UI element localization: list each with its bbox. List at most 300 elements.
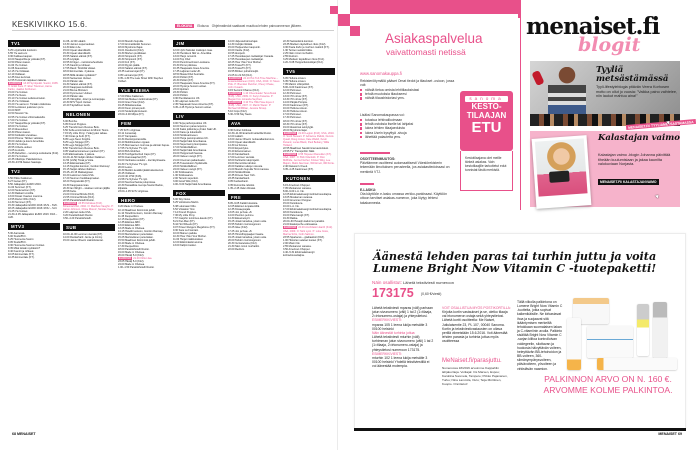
movie-listing <box>228 77 280 89</box>
legend-note: Ohjelmatiedot saattavat muuttua lehden painoonmenon jälkeen. <box>211 24 302 28</box>
program-text: 16.20 Ladonnen Iusta USA. <box>63 174 95 178</box>
program-text: 14.00 Ruokarharit: Jamie ja Jimmy. <box>63 235 103 239</box>
program-text: 15.50 Maailman lisinimmät jahdit. <box>118 238 156 242</box>
program-text: 14.00 Upeat skandikodit. <box>228 140 257 144</box>
badge-note: Kestotilaajana olet meille tärkeä asiakas. Vain kestotilaajille tarkoitetut edut tunnistat tästä merkistä. <box>460 151 513 191</box>
program-text: 0.30 Paula Zahn ja murhien mattinli (KT). <box>283 46 330 50</box>
program-text: 20.30 Yle Uutiset. <box>8 142 29 146</box>
program-text: 21.25 Yle Uutiset. <box>8 210 29 214</box>
program-text: 18.30 Pilvien kasvo. <box>8 130 31 134</box>
program-text: 0.55 Hopeset Rauvullen (K7). USA, 2007. O: Bob Odenkirk. P: Don McBride, Jenna Fischer, Kristen Wiig, Lee Majors, Malin Akerman, Will Arnett, Will Forte. <box>283 153 335 166</box>
program-text: 8.05 Lego Nexo Knights. <box>63 137 91 141</box>
program-text: 4.20–5.08 Huippurikostutkijat (K12). <box>283 61 324 65</box>
program-text: 18.00 Kuitokuura. <box>283 211 303 215</box>
program-text: 1.30 Teinien seksikrinikka. <box>283 49 313 53</box>
program-text: 0.05 Lainvarvojat (KT). <box>118 73 144 77</box>
program-text: 11.00 Summeri (KT). <box>8 185 32 189</box>
how-to-participate <box>372 280 454 285</box>
previous-winners: Numerossa 18/2016 arvoimme Kappahlin lahjakortteja. Voittajat: Iris Marsen, Espoo; Karoliina Suomela, Tampere; Pirkko Pajananen, Turku; Nina Lammila, Oulu; Teija Mörttinen, Kuopio. Onnittelut! <box>442 366 508 386</box>
contest-url-link[interactable]: MeNaiset.fi/parasjuttu. <box>442 358 502 364</box>
program-text: 15.00 Enpeinlytus. <box>228 146 249 150</box>
program-text: 9.30 Sara La Fountain. <box>173 228 199 232</box>
program-text: 1.00 Sinkkuaarva. <box>173 170 194 174</box>
program-text: 15.25 Meristelänen peiteriakan. <box>118 235 154 239</box>
program-text: 12.00 Jyrki Sukulan matkojen maa. <box>173 48 213 52</box>
sms-price: (0,60 €/viesti) <box>421 292 442 296</box>
page-folio: MENAISET 69 <box>658 432 682 436</box>
accent-bar <box>518 0 521 18</box>
program-text: 6.15 American Chopper. <box>283 183 311 187</box>
program-text: 1.30 Laljonan tuola UK. <box>173 100 200 104</box>
elasku-heading: E-LASKU: <box>360 188 377 192</box>
program-text: 10.35 Emmerdale (KT). <box>8 256 35 260</box>
program-text: 8.00–9.00 Kadonneet (KT). <box>283 86 314 90</box>
program-text: 21.00 112 (KT). <box>118 61 136 65</box>
movie-tag: ELOKUVA <box>229 76 242 80</box>
program-text: 1.00–1.50 Paratiisihotelli Ruotsi. <box>118 266 155 270</box>
program-text: 12.05 Ehdonalaisvangit kolmiehousultajina. <box>283 192 332 196</box>
elasku-text: Ota käyttöön e-lasku omassa verkko-pankissasi. Käyttöön ottoon tarvitset asiakas-numeron, joka löytyy lehtesi takakannesta. <box>360 192 448 205</box>
program-text: 6.05 Pound Puppies. <box>63 122 87 126</box>
program-text: 17.25 Monnaemen murrusa ja elämän hapua. <box>118 144 170 148</box>
program-text: 21.30–0.05 Jalkapallon EURO 2016: FRA – ALB. <box>8 213 58 220</box>
program-listing <box>63 104 115 107</box>
program-text: 12.35 Kissaejuujala. <box>228 208 251 212</box>
blog2-panel <box>530 131 680 207</box>
program-text: 15.00 Yle Uutiset. <box>8 91 29 95</box>
legend-label: Elokuva <box>197 24 209 28</box>
blog1-link[interactable]: MENAISET.FI/ TYYLIAMETSASTAMASSA <box>626 119 696 130</box>
program-text: 6.50 Sofia ensimmäinen & Minnin Tsons. <box>63 128 109 132</box>
program-text: 18.54 Avarusaaphat (KT). <box>118 156 147 160</box>
program-text: 23.55 Kidnikas (K16). Britannia/USA, 2010. O: Matthew Vaughn. P: Aaron Johnson, Chloe Moretz, Nicolas Cage. <box>63 201 114 211</box>
program-text: 11.50 (LIVE) Tinää ja Voita. <box>63 159 94 163</box>
program-text: 4.40–5.31 Ehdonalaisvangit kolmiehousultajina. <box>283 250 315 257</box>
channel-header: FEM <box>118 120 170 127</box>
program-text: 18.13 Alueuutiset. <box>8 127 29 131</box>
program-text: 15.00 Hudjeeriden kaupunki. <box>228 46 261 50</box>
program-text: 20.30 Simpsonit (KT). <box>118 58 143 62</box>
ad-list-1 <box>360 88 455 101</box>
program-text: 6.25 Huomenta Suomi. <box>8 238 35 242</box>
program-text: 15.00 Jamie Oliverin vääntötoleniat. <box>63 238 104 242</box>
program-text: 7.25 SirTv origimaa. <box>118 128 141 132</box>
program-text: 0.05 Kardashianit. <box>228 180 249 184</box>
program-text: 12.00 Sudenarinen (KT). <box>8 188 36 192</box>
program-text: 8.35 Lego Ninjago (KT). <box>63 143 91 147</box>
program-text: 21.00 Kiiltut Jaa. <box>133 257 153 261</box>
product-serum <box>637 304 649 356</box>
channel-header: NELONEN <box>63 111 115 118</box>
program-text: 13.00 Jamie Oliverin ruokavallankumous. <box>228 137 275 141</box>
program-text: 19.30 Kauppasuunnas. <box>63 183 90 187</box>
program-text: 3.25 Mielkein täydellinen rikos (K12). <box>283 58 325 62</box>
program-text: 14.00 Top Chef. <box>173 57 191 61</box>
listing-column <box>118 40 170 269</box>
blog1-photo <box>530 61 680 126</box>
program-text: 19.30 Rakka. <box>283 217 299 221</box>
program-text: 20.00 Poliisit (KT). <box>173 75 194 79</box>
program-text: 12.30 Henkka & Niki vs. Amerikka. <box>173 51 212 55</box>
program-text: 12.55 Tuntomän taipaleen takana. <box>8 78 47 82</box>
program-text: 21.05 11.22.63 (K12). <box>228 73 253 77</box>
program-text: 20.00 Kuun pimeä puoli. <box>118 107 146 111</box>
program-text: 22.00 Kymmenen Uutiset. <box>63 91 93 95</box>
day-title: KESKIVIIKKO 15.6. <box>12 20 88 29</box>
program-text: 13.00 Harjo remontti. <box>173 54 197 58</box>
program-text: 18.30 70's show (KT). <box>283 122 308 126</box>
program-text: 1.30 Sinkkuaarva. <box>173 173 194 177</box>
address-heading: OSOITTEENMUUTOS: <box>360 157 396 161</box>
program-text: 22.00 Annihilation Earth (K12). USA, 2009. O: Nick Lyon. P: Luke Goss, Marina Sirtis, Colin Salmon. <box>283 226 333 236</box>
program-text: 10.05 Emmerdale (KT). <box>8 253 35 257</box>
program-text: 15.05 Yle News. <box>8 94 27 98</box>
program-text: 10.30–11.00 Enatriettit aittarilla Ruotsi. <box>228 131 272 135</box>
program-text: 23.05 Häväji 5-0 (K12). <box>118 260 145 264</box>
program-text: 22.30 Seksielämä kuntoon. <box>283 40 314 43</box>
channel-header: TV5 <box>283 68 335 75</box>
program-text: 2.40 Dawson's Creek. <box>283 165 308 169</box>
program-text: 19.25 TossaTV (KT). <box>228 67 252 71</box>
movie-listing <box>283 153 335 165</box>
program-text: 19.00 Remonttia rahoksi. <box>228 162 257 166</box>
program-text: 14.00 American Chopper. <box>283 199 312 203</box>
program-listing <box>118 266 170 269</box>
program-text: 16.40 Kardashianit. <box>228 153 250 157</box>
program-text: 7.36 My Little Pony. <box>173 213 196 217</box>
program-text: 22.40 Täydellinen keslä. <box>63 103 91 107</box>
left-page-tv-listings <box>0 0 338 450</box>
program-text: 13.30 Jamien supervaukset. <box>63 43 95 47</box>
divider <box>360 183 374 185</box>
program-text: 14.15 Kuppilat kuntoon, Gordon Ramsay! <box>63 165 110 169</box>
program-text: 16.00 Hulluna sinuun. <box>283 107 308 111</box>
blog1-title: Tyyliä metsästämässä <box>596 65 669 84</box>
list-item: tehdä ostoksia itselle tai lahjaksi <box>360 122 455 126</box>
program-text: 20.00 Jarkko ja kuuro Amerikka. <box>8 139 45 143</box>
program-text: 18.00 Kehitetön taloprojekti. <box>228 159 260 163</box>
program-text: 10.00–11.00 Lemmen viemää (KT). <box>63 232 103 236</box>
pink-bar <box>350 0 518 14</box>
program-text: 20.58 Kelia. <box>63 189 77 193</box>
program-text: 17.00 Sinkkuillallinen. <box>173 146 198 150</box>
program-text: 6.05 Hulluna sinuun. <box>283 76 307 80</box>
program-text: 15.00 Kadonneet (KT). <box>283 104 309 108</box>
page-folio: 68 MENAISET <box>12 432 36 436</box>
program-text: 6.35 Hulluna sinuun. <box>283 79 307 83</box>
program-text: 17.25 Jon ja Kate +8. <box>228 229 253 233</box>
list-item: nähdä tilaushistoriasi yms. <box>360 96 455 100</box>
program-text: 12.19 Oddasat. <box>8 72 26 76</box>
program-text: 16.35 Haapasalo Goes America. <box>173 66 210 70</box>
program-text: 22.00 Redrum. <box>228 247 245 251</box>
program-text: 20.00 Simpsonit (KT). <box>118 55 143 59</box>
program-text: 16.55 Frinlger – rantotorsehevittelä. <box>63 61 104 65</box>
blog2-text: Kalastajan vaimo -blogin Johanna päivittää tiheään kuulumisiaan ja jakaa kaunilta valokuviaan Norjasta. <box>598 153 671 167</box>
program-text: 6.25 Transformers Rescue Bots. <box>63 125 100 129</box>
program-text: 6.00 Bumba. <box>63 119 78 123</box>
program-text: 15.25 Jotain lainattua, jotain uutta. <box>228 220 267 224</box>
program-text: 18.00 70's show (KT). <box>283 119 308 123</box>
program-text: 8.25 Lego Ninjago (KT). <box>63 140 91 144</box>
program-text: 19.00 Prisma: Tähtien valoissa. <box>8 136 44 140</box>
listing-column <box>8 40 60 259</box>
program-text: 17.25 Kauniit ja rohkeat. <box>63 64 91 68</box>
program-text: 16.55 Aivopelit. <box>228 52 246 56</box>
listing-column <box>228 40 280 251</box>
program-text: 8.27 Geisei (KT). <box>8 179 28 183</box>
blog2-link[interactable]: MENAISET.FI/ KALASTAJANVAIMO <box>600 179 657 184</box>
movie-tag: ELOKUVA <box>64 201 77 205</box>
listing-column <box>63 40 115 242</box>
program-text: 11.00 Yle Uutiset. <box>8 63 28 67</box>
program-listing <box>63 239 115 242</box>
camera-image <box>549 170 570 182</box>
blogit-logo: blogit <box>578 34 641 56</box>
address-change <box>360 157 455 174</box>
program-text: 13.00 70's show (KT). <box>283 95 308 99</box>
program-text: 19.00 Gran Hotel (K12). <box>118 101 146 105</box>
program-text: 16.00 MOT. <box>8 109 22 113</box>
program-text: 18.00 Yle Uutiset. <box>8 124 29 128</box>
program-text: 23.00 Ajoittari. <box>173 88 190 92</box>
product-tube <box>597 358 677 370</box>
channel-header: TV2 <box>8 168 60 175</box>
contest-text: mturhin 102 1 leena lukija metsätie 3 00100 helsinki Yhdellä tekstiviestillä ei voi äänestää molempia. <box>372 355 430 369</box>
program-text: 18.55 TossaTV (KT). <box>228 64 252 68</box>
program-text: 22.35 Tutevatussin Sydämellä. <box>173 161 208 165</box>
program-text: 23.00 Salatut elämät (KT). <box>118 67 148 71</box>
program-text: 15.00 Meristelänen peiteriakan. <box>118 232 154 236</box>
program-text: 17.00 Pikku Kakkonen. <box>118 95 145 99</box>
ad-url-link[interactable]: www.sanomakauppa.fi <box>360 71 402 76</box>
program-text: 10.00 Naapuriltta ja ystävää (KT). <box>8 57 46 61</box>
contest-text: Lähetä tekstiviesti mparas (väli) parhaan jutun sivunumero (väli) 1 tai 2 (1=tilaaja, 2=irtonumero-ostaja) ja yhteystietosi. <box>372 306 433 319</box>
program-text: 17.00 Lemmen viemää. <box>228 156 255 160</box>
program-text: 9.00 Hurja paihonpudotus UK. <box>173 121 208 125</box>
program-text: 24.00 Made in Chelsea. <box>118 263 145 267</box>
program-text: 12.00 Eläinmäärät anoma. <box>173 241 203 245</box>
program-listing <box>173 106 225 109</box>
program-listing <box>118 190 170 193</box>
channel-header: AVA <box>228 120 280 127</box>
program-text: 8.50 Transformers Rescue Bots. <box>63 146 100 150</box>
program-text: 13.55 Doctor Who (K12). <box>8 198 37 202</box>
channel-header: FRII <box>228 194 280 201</box>
program-text: 19.45 Mittattavuutaa. <box>118 104 142 108</box>
program-text: 3.35–4.25 Kadonneet (KT). <box>283 168 314 172</box>
program-text: 13.00 Kallpin kuskut. <box>173 244 197 248</box>
program-text: 23.35 Mielkein täydellinen rikos (K12). <box>283 43 327 47</box>
program-text: 19.00 Huippumalli haussa. <box>173 152 204 156</box>
program-text: 21.00 40 1790 (K16). <box>118 174 142 178</box>
product-jar <box>587 326 633 358</box>
program-text: 17.20 Suomen huotkkaupnaiset. <box>63 177 100 181</box>
program-text: 22.35 Ulkolinja: Pakolaisinnes. <box>8 158 43 162</box>
ad-intro: Rekisteröitymällä pääset Omat tiedot ja tilaukset -osioon, jossa voit: <box>360 79 455 88</box>
movie-listing <box>8 82 60 91</box>
program-listing <box>8 213 60 219</box>
listing-column <box>173 40 225 247</box>
program-text: 9.05 Studio55.fi. <box>8 241 27 245</box>
program-text: 17.00 Ammattikokki Sucocen. <box>118 43 152 47</box>
program-text: 22.30 Taivaallisia menoja Sveitsi Rados, kilpaisia. <box>118 183 164 190</box>
program-text: 2.00 Miami Ink. <box>283 241 301 245</box>
address-text: Päivitämme osoitteesi automaattisesti Väestörekisterin tekemään ilmoituksen perusteella, jos asiakastiedoissasi on merkintä VTJ. <box>360 161 450 174</box>
movie-tag: ELOKUVA <box>229 91 242 95</box>
badge-line: TILAAJAN <box>466 110 507 120</box>
program-text: 2.55 Redrum. <box>283 55 299 59</box>
red-shoe-image <box>531 70 544 86</box>
program-text: 9.20 Made in Chelsea. <box>118 205 144 209</box>
channel-header: TV1 <box>8 40 60 47</box>
program-text: 17.00 Yle Uutiset. <box>8 118 29 122</box>
program-text: 9.30 Kaikkea kaupan. <box>8 54 33 58</box>
movie-listing <box>228 101 280 110</box>
program-text: 17.07 Naapuriltta ja ystävää (KT). <box>8 121 46 125</box>
movie-listing <box>228 92 280 101</box>
program-text: 10.10 Maailman lisinimmät jahdit. <box>118 208 156 212</box>
program-text: 18.00 Neljät häät Amerikassa. <box>173 149 207 153</box>
menaiset-blogs <box>520 0 696 225</box>
program-text: 20.00 Lessu. <box>118 165 133 169</box>
program-text: 16.25 Löytäjät. <box>63 58 80 62</box>
program-text: 16.40 Mobilitusoden oppaat. <box>118 141 151 145</box>
list-item: lähettää palautetta yms. <box>360 135 455 139</box>
program-text: 12.05 Eläinten lenpakentillä. <box>228 205 260 209</box>
program-text: 9.40 Kauniit ja rohkeat. <box>8 250 35 254</box>
program-text: 22.55 Paratiisihotelli Ruotsi. <box>63 198 95 202</box>
program-text: 15.20 Yle aamu-tv: Tänään otsikoissa. <box>8 103 52 107</box>
movie-listing <box>283 226 335 235</box>
program-text: 22.25 Vikinglitto, Joteri ja Lomanpaja. <box>63 97 106 101</box>
program-text: 12.15 Deopedition (KT). <box>118 217 146 221</box>
ad-list-2 <box>360 118 455 139</box>
program-text: 6.25 Löytöretkiä luontoon. <box>8 48 38 52</box>
program-text: 24.00 Poliisit. <box>173 94 189 98</box>
program-text: 12.35 Koet kertovat. <box>8 75 31 79</box>
program-text: 17.55 Rautt: Totobiltä vitäset. <box>63 67 96 71</box>
program-text: 13.05 Muskarvan varassa. <box>283 196 313 200</box>
program-text: 16.00 Muodin huipulla. <box>118 40 144 43</box>
program-listing <box>118 113 170 116</box>
program-text: 23.35 Lainvarvojat (KT). <box>118 70 146 74</box>
program-text: 15.55 Salatut elämät (KT). <box>63 55 93 59</box>
program-text: 11.00 Kaksi juikkinla ja yhden häät UK. <box>173 128 217 132</box>
program-text: 23.00 Sinkkuillallinen. <box>173 164 198 168</box>
program-text: 18.20 Huippukokki (KT). <box>63 180 91 184</box>
program-text: 21.30 Näin minut murhattiin. <box>228 244 260 248</box>
program-text: 14.00 Pärjää Pompia. <box>283 101 308 105</box>
program-text: 21.00 Unennan paikanleaito. <box>173 158 206 162</box>
product-serum <box>653 302 667 358</box>
program-text: 6.25 Veltoksora Martin. <box>173 201 200 205</box>
program-text: 13.25 Made in Chelsea. <box>118 226 145 230</box>
program-text: 19.30 Yle Nyheter TV-nytt. <box>118 162 148 166</box>
program-text: 22.00 Sinkkuillimää. <box>228 171 251 175</box>
program-text: 13.45 Eläinsairaala (KT). <box>63 162 92 166</box>
movie-listing <box>63 202 115 211</box>
program-text: 2.00 Tamoin superkoti. <box>173 176 199 180</box>
program-text: 15.15 Yle Oddasat. <box>8 100 30 104</box>
program-text: 13.30 70's show (KT). <box>283 98 308 102</box>
program-text: 14.15 Hotellit kuntoon, Gordon Ramsay. <box>118 229 164 233</box>
program-text: 16.11 Junasinaji. <box>118 132 137 136</box>
contest-subheading: Näin äänestät turhinta juttua: <box>372 330 416 335</box>
prize-value <box>533 374 683 395</box>
contest-text: Kirjoita kortin vastaukset ja se, oletko tilaaja vai irtonumeron ostaja sekä yhteystietosi. Lähetä kortti osoitteella: Me Naiset, Jutlulaisentie 23, PL 107, 00040 Sanoma. Kortin ja tekstiviestivastausten on oltava perillä viimeistään 15.6.2016. Voit äänestää lehden parasta ja turhinta juttua myös osoitteessa <box>442 310 508 344</box>
program-text: 21.00 Criminal Minds (K16). <box>63 192 95 196</box>
program-text: 22.55 Maailman hauskimmat autovideot. <box>283 146 329 150</box>
movie-tag: ELOKUVA <box>177 24 193 28</box>
program-listing <box>228 248 280 251</box>
program-text: 19.01 Duudsonit (K12). <box>118 49 145 53</box>
program-listing <box>8 161 60 164</box>
program-text: 22.30 MTV Sport Uutiset. <box>63 100 92 104</box>
program-text: 20.30 Mettkin kesällut jääkiruskeisteruot. <box>118 168 164 172</box>
program-text: 14.30 Eksametsyrit. <box>228 217 251 221</box>
program-text: 2.25 Näin minut murhattiin. <box>283 52 314 56</box>
program-text: 0.35 Remonttia rahoksi. <box>228 183 255 187</box>
movie-tag: ELOKUVA <box>284 226 297 230</box>
program-text: 3.45–4.45 Hyvät ja huonot uutiset. <box>173 106 212 110</box>
contest-text: mparas 105 1 leena lukija metsätie 3 00100 helsinki <box>372 322 428 331</box>
program-text: 6.55 Yle aamu-tv. <box>8 51 28 55</box>
blogger-image <box>535 138 588 196</box>
legend <box>175 24 302 28</box>
ad-subtitle: vaivattomasti netissä <box>386 47 466 57</box>
program-text: 13.05 Jon ja Kate +8. <box>228 211 253 215</box>
divider <box>360 152 390 154</box>
program-text: 8.05–9.05 Kaikki kissoista. <box>228 202 259 206</box>
program-text: 20.30 Poliisit (KT). <box>173 78 194 82</box>
program-text: 20.45 Oddasat. <box>118 171 136 175</box>
badge-line: KESTO- <box>471 102 502 111</box>
program-text: 19.30 Salatut elämät (KT). <box>63 82 93 86</box>
program-text: 19.25 Jotain lainattua, jotain uutta. <box>228 235 267 239</box>
program-text: 12.00 Pulmuset. <box>283 89 302 93</box>
program-text: 23.30–23.59 Alaiset haastaja. <box>8 161 42 165</box>
program-text: 1.10 Cheerleader Tervehtuvä (K16). USA, 2009. O: Karyn Kusama. P: Megan Fox, Amanda Seyfried. <box>228 91 277 101</box>
program-text: 23.55 Spartacus – gladiaattori (K18). <box>283 235 325 239</box>
program-text: 14.00 Hurja painonpudotus UK. <box>173 137 209 141</box>
program-text: 20.00 Tahdon morsiusgovuni. <box>228 238 262 242</box>
sanoma-ad <box>338 0 518 220</box>
program-text: 15.15 Neljän tähden illallinen. <box>63 168 97 172</box>
program-text: 14.30 Summeri (KT). <box>8 201 32 205</box>
program-text: 22.20 Päivän sää. <box>63 94 84 98</box>
program-listing <box>173 244 225 247</box>
program-text: 11.05 Alueuutiset. <box>8 66 29 70</box>
program-text: 22.00 Ryyän päälä. <box>118 64 140 68</box>
product-tube <box>567 318 581 370</box>
program-text: 9.30 Huomenta Suomen Uutiset. <box>8 244 45 248</box>
prize-line: PALKINNON ARVO ON N. 160 €. <box>544 374 672 384</box>
contest-column <box>442 306 512 343</box>
program-text: 19.20 Päivän sää. <box>63 79 84 83</box>
program-text: 7.05 Mainin viiltopoliisit. <box>283 82 310 86</box>
program-text: 18.25 Himodhoppaajien haaste. <box>228 232 264 236</box>
program-text: 2.45 Haapasalo Goes America (KT). <box>173 103 214 107</box>
list-item: tutustua lehtivalikoimaan <box>360 118 455 122</box>
program-text: 1.00 Historian selaiset kuoset (KT). <box>283 238 323 242</box>
program-text: 12.35 Eläintes ABC. <box>118 220 141 224</box>
program-text: 18.50 Kotikokki vieraiisee. <box>8 133 38 137</box>
program-text: 20.30 Ian Wright – sisäisen voiman jäljillä. <box>63 186 111 190</box>
program-text: 7.40 Finias ja Ferb (KT). <box>63 134 91 138</box>
program-listing <box>63 217 115 220</box>
contest-subheading: ESIMERKKIVIESTI: <box>372 351 403 356</box>
